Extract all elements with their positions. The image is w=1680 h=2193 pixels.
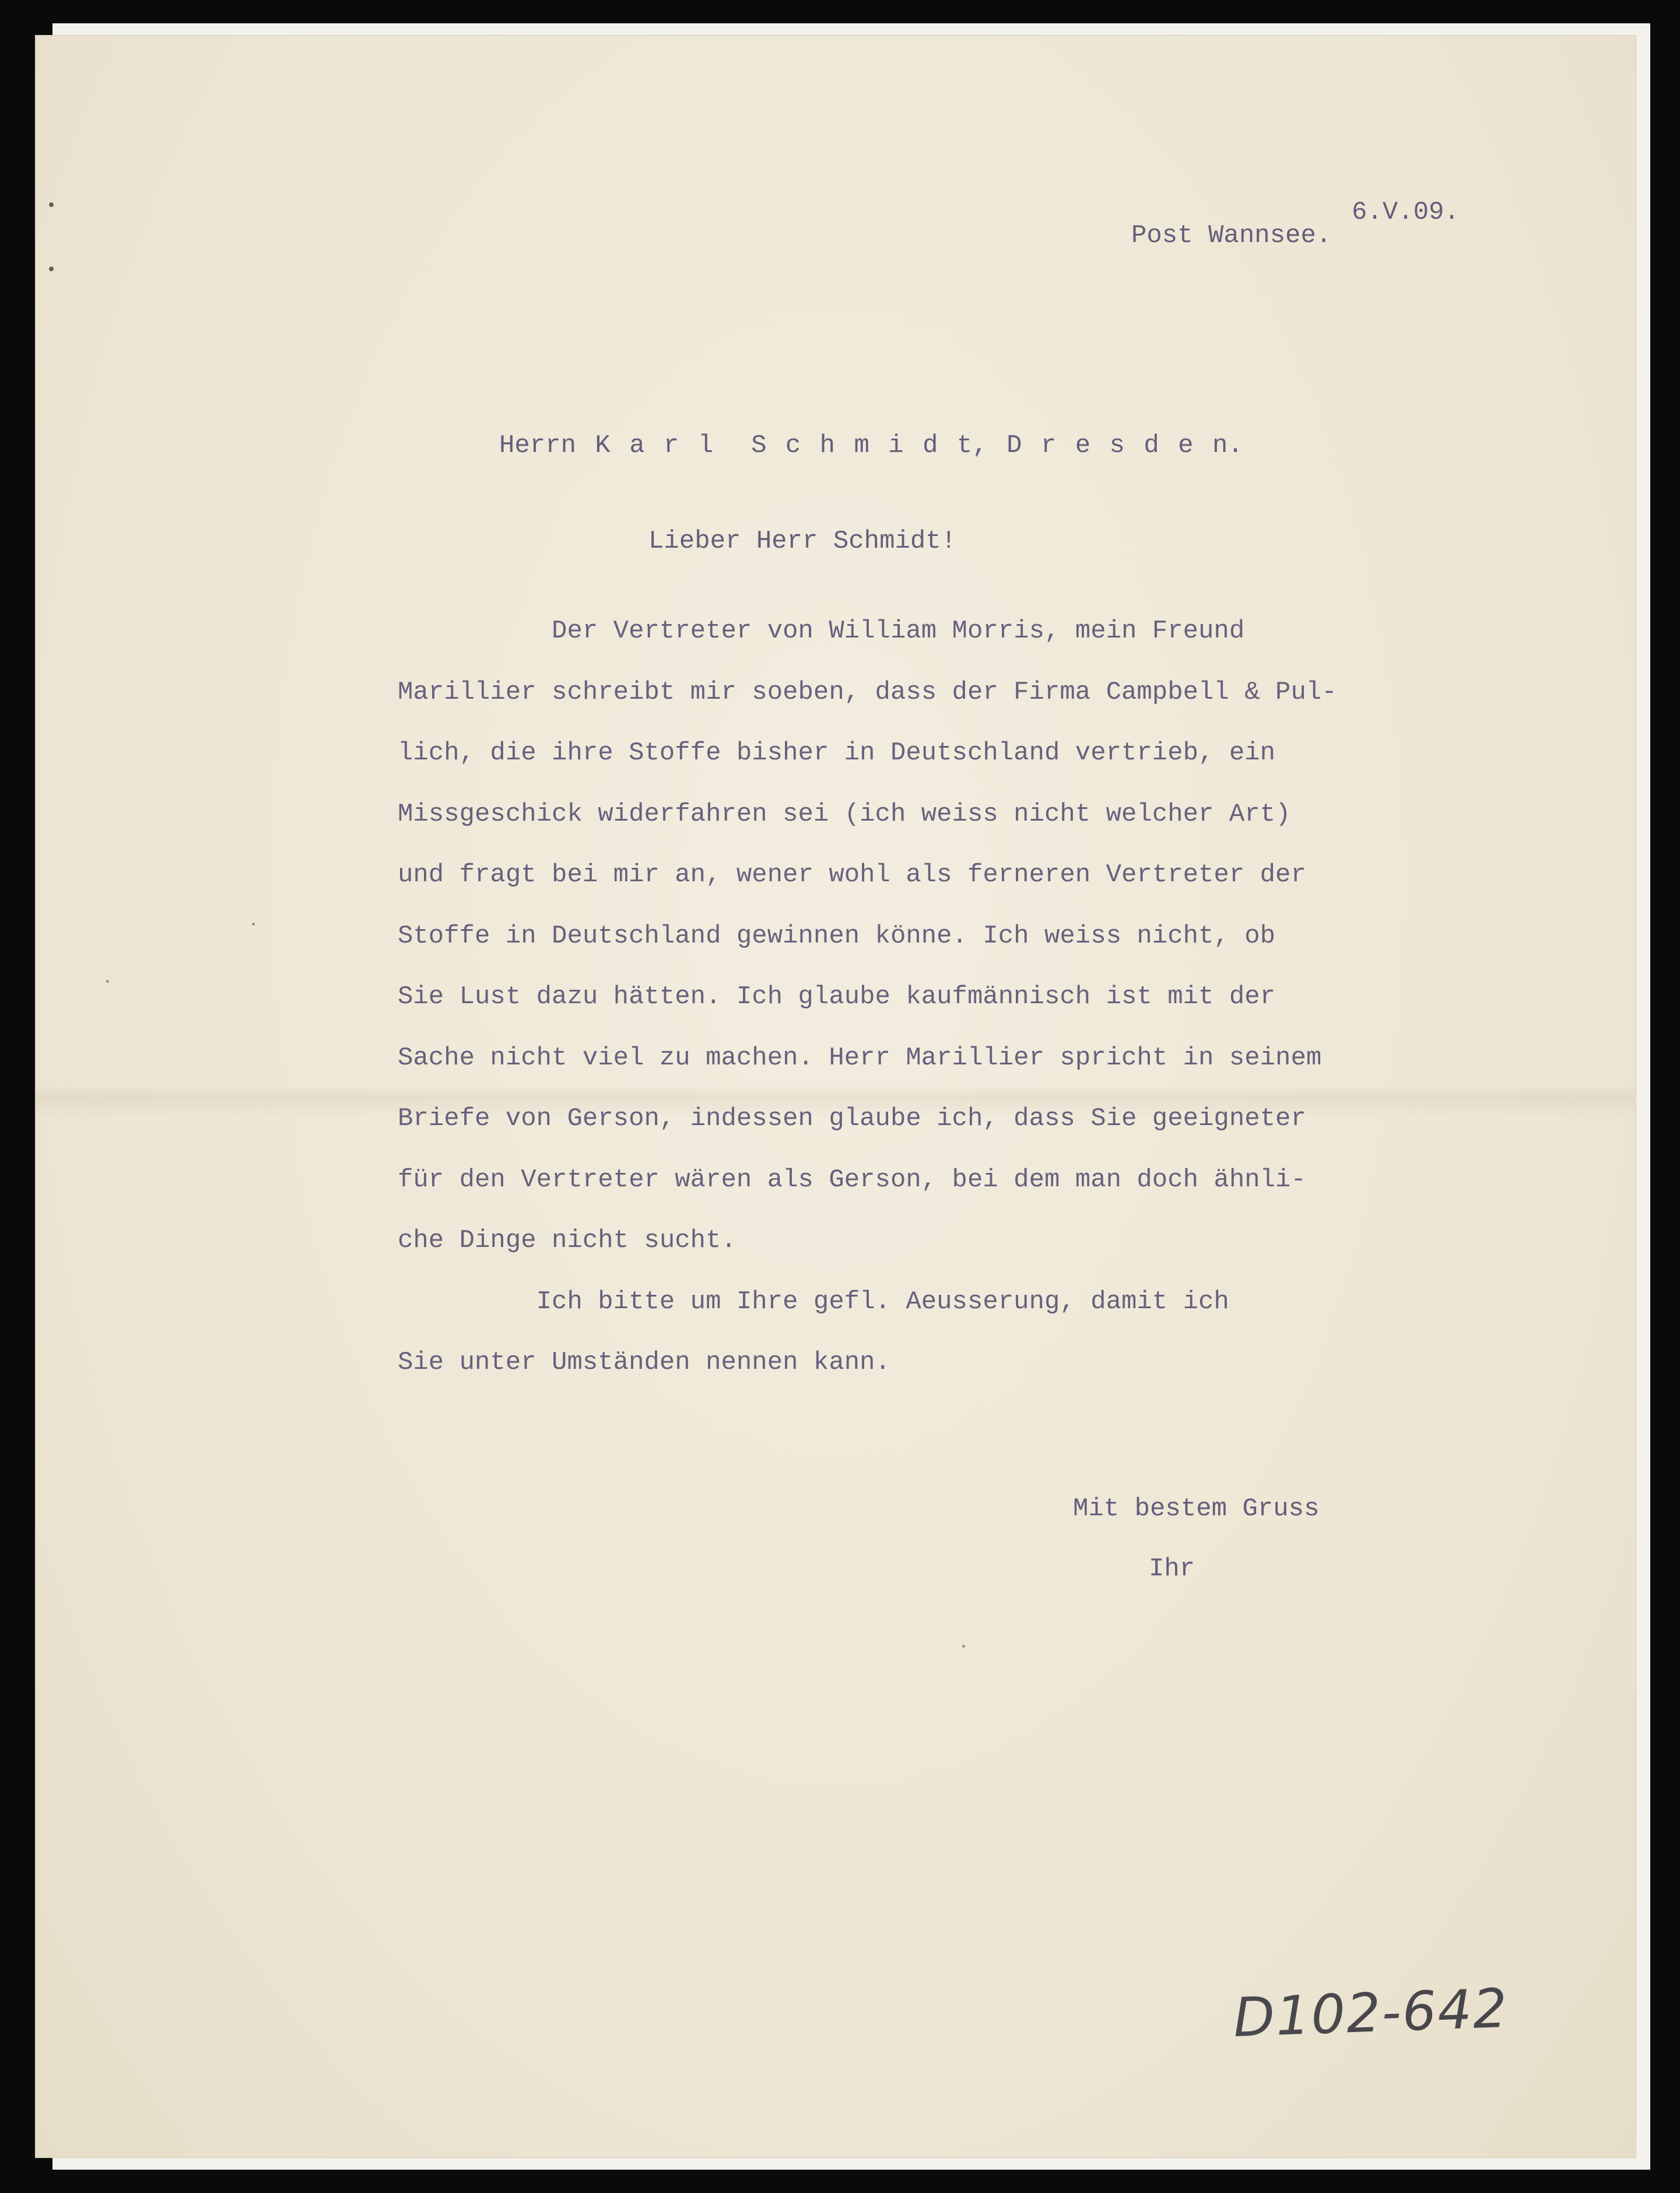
punch-mark bbox=[49, 202, 54, 207]
letter-closing: Mit bestem Gruss bbox=[1073, 1494, 1320, 1523]
letter-greeting: Lieber Herr Schmidt! bbox=[648, 527, 957, 556]
body-line: Marillier schreibt mir soeben, dass der Firma Campbell & Pul- bbox=[398, 677, 1337, 707]
paper-speck bbox=[962, 1645, 965, 1648]
body-line: Der Vertreter von William Morris, mein Freund bbox=[398, 616, 1245, 646]
body-line: und fragt bei mir an, wener wohl als ferneren Vertreter der bbox=[398, 860, 1306, 889]
body-line: Sie unter Umständen nennen kann. bbox=[398, 1348, 890, 1377]
body-line: lich, die ihre Stoffe bisher in Deutschland vertrieb, ein bbox=[398, 738, 1276, 768]
letter-recipient: Herrn K a r l S c h m i d t, D r e s d e n. bbox=[499, 431, 1243, 460]
letter-date: 6.V.09. bbox=[1352, 198, 1460, 227]
letter-place: Post Wannsee. bbox=[1131, 221, 1332, 250]
archive-signature-mark: D102-642 bbox=[1232, 1977, 1509, 2050]
paper-speck bbox=[252, 923, 255, 926]
body-line: che Dinge nicht sucht. bbox=[398, 1226, 736, 1255]
body-line: Sache nicht viel zu machen. Herr Marillier spricht in seinem bbox=[398, 1043, 1322, 1073]
letter-signature-word: Ihr bbox=[1149, 1554, 1195, 1584]
letter-body bbox=[398, 601, 1541, 1393]
body-line: Ich bitte um Ihre gefl. Aeusserung, damit ich bbox=[398, 1287, 1229, 1316]
body-line: Missgeschick widerfahren sei (ich weiss nicht welcher Art) bbox=[398, 799, 1291, 829]
body-line: für den Vertreter wären als Gerson, bei dem man doch ähnli- bbox=[398, 1165, 1306, 1194]
paper-speck bbox=[106, 980, 109, 983]
body-line: Sie Lust dazu hätten. Ich glaube kaufmännisch ist mit der bbox=[398, 982, 1276, 1011]
punch-mark bbox=[49, 267, 54, 271]
body-line: Stoffe in Deutschland gewinnen könne. Ich weiss nicht, ob bbox=[398, 921, 1276, 951]
body-line: Briefe von Gerson, indessen glaube ich, dass Sie geeigneter bbox=[398, 1104, 1306, 1133]
